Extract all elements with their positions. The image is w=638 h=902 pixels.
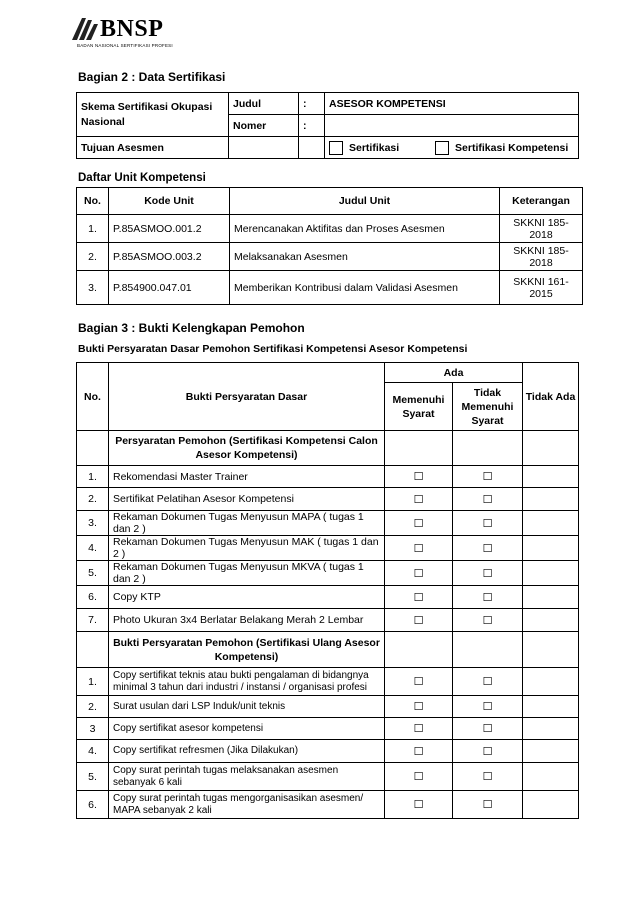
unit-keterangan: SKKNI 185-2018 — [500, 215, 583, 243]
memenuhi-checkbox[interactable]: ☐ — [385, 511, 453, 536]
bukti-no: 4. — [77, 536, 109, 561]
table-row — [77, 243, 583, 271]
bukti-text: Copy sertifikat asesor kompetensi — [109, 718, 385, 740]
tidak-ada-cell[interactable] — [523, 718, 579, 740]
bukti-header-tidak-memenuhi: Tidak Memenuhi Syarat — [453, 383, 523, 431]
bukti-no: 2. — [77, 696, 109, 718]
table-row — [77, 561, 579, 586]
unit-kode: P.85ASMOO.001.2 — [109, 215, 230, 243]
units-header-no: No. — [77, 188, 109, 215]
tidak-memenuhi-checkbox[interactable]: ☐ — [453, 561, 523, 586]
group2-empty-c — [523, 632, 579, 668]
units-title: Daftar Unit Kompetensi — [78, 172, 206, 184]
tidak-ada-cell[interactable] — [523, 511, 579, 536]
sertifikasi-checkbox[interactable] — [329, 141, 343, 155]
logo-name: BNSP — [100, 16, 164, 42]
bukti-no: 1. — [77, 668, 109, 696]
tidak-ada-cell[interactable] — [523, 488, 579, 511]
bukti-persyaratan-table — [76, 362, 579, 819]
tidak-memenuhi-checkbox[interactable]: ☐ — [453, 791, 523, 819]
bukti-no: 7. — [77, 609, 109, 632]
bukti-header-no: No. — [77, 363, 109, 431]
memenuhi-checkbox[interactable]: ☐ — [385, 586, 453, 609]
group1-empty-a — [385, 431, 453, 466]
sertifikasi-kompetensi-option-label: Sertifikasi Kompetensi — [455, 141, 569, 154]
logo-subtitle: BADAN NASIONAL SERTIFIKASI PROFESI — [77, 43, 173, 48]
bukti-no: 5. — [77, 763, 109, 791]
bukti-no: 6. — [77, 791, 109, 819]
tidak-ada-cell[interactable] — [523, 696, 579, 718]
unit-keterangan: SKKNI 185-2018 — [500, 243, 583, 271]
sertifikasi-kompetensi-checkbox[interactable] — [435, 141, 449, 155]
judul-colon: : — [299, 93, 325, 115]
units-header-kode: Kode Unit — [109, 188, 230, 215]
memenuhi-checkbox[interactable]: ☐ — [385, 763, 453, 791]
group2-empty-a — [385, 632, 453, 668]
memenuhi-checkbox[interactable]: ☐ — [385, 609, 453, 632]
bukti-text: Sertifikat Pelatihan Asesor Kompetensi — [109, 488, 385, 511]
units-header-judul: Judul Unit — [230, 188, 500, 215]
tidak-memenuhi-checkbox[interactable]: ☐ — [453, 536, 523, 561]
tidak-ada-cell[interactable] — [523, 763, 579, 791]
tidak-memenuhi-checkbox[interactable]: ☐ — [453, 763, 523, 791]
unit-kode: P.854900.047.01 — [109, 271, 230, 305]
tujuan-empty-1 — [229, 137, 299, 159]
bukti-no: 6. — [77, 586, 109, 609]
tidak-memenuhi-checkbox[interactable]: ☐ — [453, 609, 523, 632]
bnsp-logo — [70, 16, 173, 48]
section3-title: Bagian 3 : Bukti Kelengkapan Pemohon — [78, 321, 305, 335]
bukti-header-bukti: Bukti Persyaratan Dasar — [109, 363, 385, 431]
skema-label: Skema Sertifikasi Okupasi Nasional — [77, 93, 229, 137]
table-row — [77, 536, 579, 561]
tidak-memenuhi-checkbox[interactable]: ☐ — [453, 668, 523, 696]
bukti-text: Surat usulan dari LSP Induk/unit teknis — [109, 696, 385, 718]
tidak-ada-cell[interactable] — [523, 561, 579, 586]
memenuhi-checkbox[interactable]: ☐ — [385, 668, 453, 696]
table-row — [77, 696, 579, 718]
tidak-ada-cell[interactable] — [523, 668, 579, 696]
unit-kompetensi-table — [76, 187, 583, 305]
bukti-no: 3. — [77, 511, 109, 536]
tidak-memenuhi-checkbox[interactable]: ☐ — [453, 696, 523, 718]
group2-no-empty — [77, 632, 109, 668]
nomer-label: Nomer — [229, 115, 299, 137]
group2-empty-b — [453, 632, 523, 668]
table-row — [77, 466, 579, 488]
section3-subtitle: Bukti Persyaratan Dasar Pemohon Sertifikasi Kompetensi Asesor Kompetensi — [78, 343, 468, 355]
table-row — [77, 511, 579, 536]
memenuhi-checkbox[interactable]: ☐ — [385, 466, 453, 488]
tidak-memenuhi-checkbox[interactable]: ☐ — [453, 511, 523, 536]
bukti-text: Copy surat perintah tugas mengorganisasikan asesmen/ MAPA sebanyak 2 kali — [109, 791, 385, 819]
unit-no: 2. — [77, 243, 109, 271]
unit-kode: P.85ASMOO.003.2 — [109, 243, 230, 271]
tidak-ada-cell[interactable] — [523, 536, 579, 561]
data-sertifikasi-table — [76, 92, 579, 159]
nomer-colon: : — [299, 115, 325, 137]
bnsp-emblem-icon — [70, 16, 100, 42]
bukti-text: Copy KTP — [109, 586, 385, 609]
bukti-no: 1. — [77, 466, 109, 488]
bukti-text: Photo Ukuran 3x4 Berlatar Belakang Merah 2 Lembar — [109, 609, 385, 632]
tidak-memenuhi-checkbox[interactable]: ☐ — [453, 740, 523, 763]
tidak-ada-cell[interactable] — [523, 740, 579, 763]
bukti-header-tidak-ada: Tidak Ada — [523, 363, 579, 431]
judul-value: ASESOR KOMPETENSI — [325, 93, 579, 115]
units-header-keterangan: Keterangan — [500, 188, 583, 215]
tidak-ada-cell[interactable] — [523, 791, 579, 819]
table-row — [77, 763, 579, 791]
bukti-header-memenuhi: Memenuhi Syarat — [385, 383, 453, 431]
table-row — [77, 488, 579, 511]
section2-title: Bagian 2 : Data Sertifikasi — [78, 70, 226, 84]
tujuan-empty-2 — [299, 137, 325, 159]
memenuhi-checkbox[interactable]: ☐ — [385, 718, 453, 740]
table-row — [77, 586, 579, 609]
memenuhi-checkbox[interactable]: ☐ — [385, 561, 453, 586]
unit-judul: Melaksanakan Asesmen — [230, 243, 500, 271]
bukti-text: Copy sertifikat refresmen (Jika Dilakukan) — [109, 740, 385, 763]
bukti-no: 5. — [77, 561, 109, 586]
unit-judul: Memberikan Kontribusi dalam Validasi Asesmen — [230, 271, 500, 305]
memenuhi-checkbox[interactable]: ☐ — [385, 696, 453, 718]
table-row — [77, 791, 579, 819]
table-row — [77, 740, 579, 763]
tidak-ada-cell[interactable] — [523, 586, 579, 609]
tidak-memenuhi-checkbox[interactable]: ☐ — [453, 488, 523, 511]
tidak-ada-cell[interactable] — [523, 466, 579, 488]
group1-title: Persyaratan Pemohon (Sertifikasi Kompetensi Calon Asesor Kompetensi) — [109, 431, 385, 466]
bukti-header-ada: Ada — [385, 363, 523, 383]
tujuan-options — [325, 137, 579, 159]
tidak-memenuhi-checkbox[interactable]: ☐ — [453, 586, 523, 609]
bukti-text: Rekaman Dokumen Tugas Menyusun MAK ( tugas 1 dan 2 ) — [109, 536, 385, 561]
sertifikasi-option-label: Sertifikasi — [349, 141, 400, 154]
tidak-memenuhi-checkbox[interactable]: ☐ — [453, 466, 523, 488]
bukti-text: Copy sertifikat teknis atau bukti pengalaman di bidangnya minimal 3 tahun dari industri / instansi / organisasi profesi — [109, 668, 385, 696]
tidak-memenuhi-checkbox[interactable]: ☐ — [453, 718, 523, 740]
table-row — [77, 215, 583, 243]
bukti-text: Rekaman Dokumen Tugas Menyusun MKVA ( tugas 1 dan 2 ) — [109, 561, 385, 586]
bukti-text: Copy surat perintah tugas melaksanakan asesmen sebanyak 6 kali — [109, 763, 385, 791]
unit-judul: Merencanakan Aktifitas dan Proses Asesmen — [230, 215, 500, 243]
unit-no: 1. — [77, 215, 109, 243]
memenuhi-checkbox[interactable]: ☐ — [385, 536, 453, 561]
memenuhi-checkbox[interactable]: ☐ — [385, 791, 453, 819]
memenuhi-checkbox[interactable]: ☐ — [385, 488, 453, 511]
table-row — [77, 609, 579, 632]
group1-empty-c — [523, 431, 579, 466]
tujuan-label: Tujuan Asesmen — [77, 137, 229, 159]
judul-label: Judul — [229, 93, 299, 115]
bukti-text: Rekomendasi Master Trainer — [109, 466, 385, 488]
bukti-no: 3 — [77, 718, 109, 740]
group2-title: Bukti Persyaratan Pemohon (Sertifikasi Ulang Asesor Kompetensi) — [109, 632, 385, 668]
bukti-text: Rekaman Dokumen Tugas Menyusun MAPA ( tugas 1 dan 2 ) — [109, 511, 385, 536]
unit-keterangan: SKKNI 161-2015 — [500, 271, 583, 305]
bukti-no: 2. — [77, 488, 109, 511]
nomer-value[interactable] — [325, 115, 579, 137]
memenuhi-checkbox[interactable]: ☐ — [385, 740, 453, 763]
table-row — [77, 668, 579, 696]
unit-no: 3. — [77, 271, 109, 305]
table-row — [77, 271, 583, 305]
group1-no-empty — [77, 431, 109, 466]
bukti-no: 4. — [77, 740, 109, 763]
group1-empty-b — [453, 431, 523, 466]
tidak-ada-cell[interactable] — [523, 609, 579, 632]
table-row — [77, 718, 579, 740]
